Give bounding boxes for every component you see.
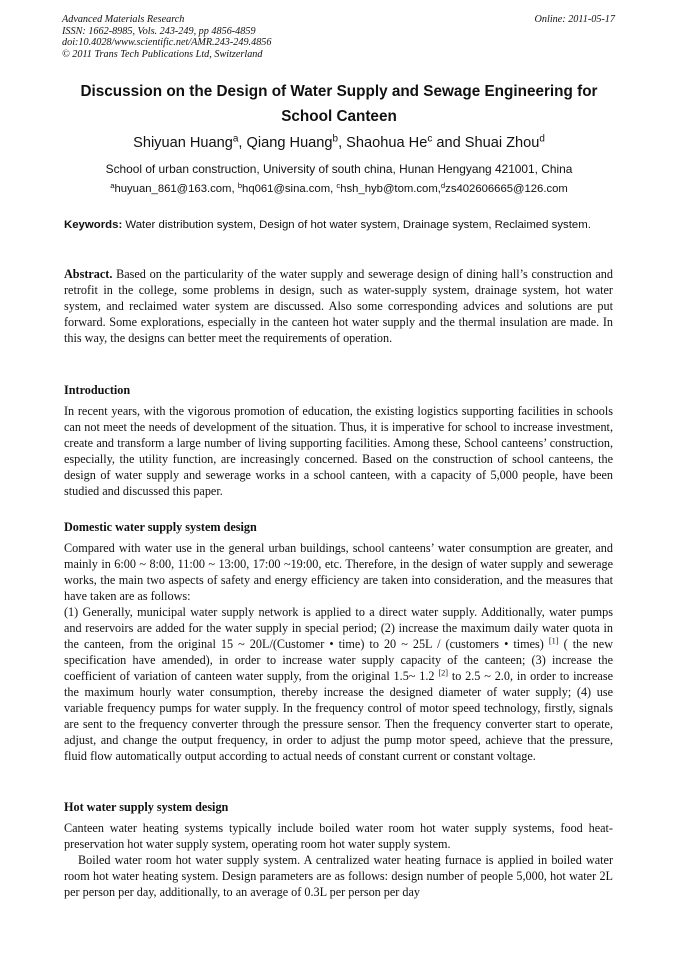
section-heading-hot-water: Hot water supply system design bbox=[64, 800, 229, 814]
affiliation: School of urban construction, University of south china, Hunan Hengyang 421001, China bbox=[105, 162, 573, 176]
keywords-text: Water distribution system, Design of hot water system, Drainage system, Reclaimed system. bbox=[122, 219, 591, 231]
abstract-label: Abstract. bbox=[64, 267, 113, 281]
copyright-line: © 2011 Trans Tech Publications Ltd, Switzerland bbox=[62, 48, 263, 60]
domestic-text: (1) Generally, municipal water supply network is applied to a direct water supply. Additionally, water pumps and reservoirs are added for the water supply in special period; (2) increase the maximum daily water quota in the canteen, from the original 15 ~ 20L/(Customer • time) to 20 ~ 25L / (customers • times) bbox=[64, 605, 613, 651]
introduction-body bbox=[64, 403, 613, 499]
author-superscript: d bbox=[539, 133, 545, 145]
author-name: , Qiang Huang bbox=[238, 135, 333, 151]
author-name: Shiyuan Huang bbox=[133, 135, 233, 151]
hot-water-paragraph-2: Boiled water room hot water supply system. A centralized water heating furnace is applied in boiled water room hot water heating system. Design parameters are as follows: design number of people 5,000, hot water 2L per person per day, additionally, to an average of 0.3L per person per day bbox=[64, 853, 613, 899]
journal-name: Advanced Materials Research bbox=[62, 14, 185, 25]
domestic-text: to 2.5 ~ 2.0, in order to increase the maximum hourly water consumption, thereby increase the designed diameter of water supply; (4) use variable frequency pumps for water supply. In the frequency control of motor speed technology, firstly, signals are sent to the frequency converter through the pressure sensor. Then the frequency converter start to operate, adjust, and change the output frequency, in order to adjust the pump motor speed, achieve that the pressure, fluid flow automatically output according to actual needs of constant current or constant voltage. bbox=[64, 669, 613, 763]
author-superscript: b bbox=[332, 133, 339, 145]
hot-water-paragraph-1: Canteen water heating systems typically include boiled water room hot water supply systems, food heat-preservation hot water supply system, operating room hot water supply system. bbox=[64, 821, 613, 851]
author-name: and Shuai Zhou bbox=[432, 135, 540, 151]
section-heading-domestic: Domestic water supply system design bbox=[64, 520, 257, 534]
title-line-1: Discussion on the Design of Water Supply and Sewage Engineering for bbox=[80, 83, 598, 100]
abstract-text: Based on the particularity of the water supply and sewerage design of dining hall’s construction and retrofit in the college, some problems in design, such as water-supply system, drainage system, hot water system, and reclaimed water system are discussed. Also some corresponding advices and solutions are put forward. Some explorations, especially in the canteen hot water supply and the thermal insulation are made. In this way, the designs can better meet the requirements of operation. bbox=[64, 267, 613, 345]
email-superscript: d bbox=[440, 180, 446, 190]
author-list bbox=[40, 135, 638, 151]
citation-ref: [1] bbox=[548, 636, 559, 646]
author-superscript: a bbox=[232, 133, 239, 145]
domestic-text: ( the new specification have amended), in order to increase water supply capacity of the canteen; (3) increase the coefficient of variation of canteen water supply, from the original 1.5~ 1.2 bbox=[64, 637, 613, 683]
author-superscript: c bbox=[427, 133, 433, 145]
issn-line: ISSN: 1662-8985, Vols. 243-249, pp 4856-4859 bbox=[62, 25, 256, 37]
introduction-paragraph: In recent years, with the vigorous promotion of education, the existing logistics supporting facilities in schools can not meet the needs of development of the situation. Thus, it is imperative for school to increase investment, create and transform a large number of living supporting facilities. Among these, School canteens’ construction, especially, the utility function, are increasingly concerned. Based on the construction of school canteens, the design of water supply and sewerage works in a school canteen, with a capacity of 5,000 people, have been studied and discussed this paper. bbox=[64, 404, 613, 498]
title-line-2: School Canteen bbox=[281, 108, 397, 125]
keywords bbox=[64, 218, 613, 233]
email-list bbox=[40, 180, 638, 195]
hot-water-body bbox=[64, 820, 613, 900]
paper-title bbox=[40, 79, 638, 129]
email-superscript: a bbox=[110, 180, 115, 190]
author-name: , Shaohua He bbox=[338, 135, 428, 151]
abstract bbox=[64, 266, 613, 346]
email-superscript: c bbox=[336, 180, 341, 190]
email-address: huyuan_861@163.com, bbox=[114, 183, 238, 195]
email-address: zs402606665@126.com bbox=[445, 183, 568, 195]
citation-ref: [2] bbox=[438, 668, 448, 678]
journal-header bbox=[62, 14, 615, 60]
domestic-paragraph-2 bbox=[64, 604, 613, 764]
section-heading-introduction: Introduction bbox=[64, 383, 131, 397]
email-superscript: b bbox=[237, 180, 243, 190]
doi-line: doi:10.4028/www.scientific.net/AMR.243-249.4856 bbox=[62, 37, 272, 49]
domestic-paragraph-1: Compared with water use in the general urban buildings, school canteens’ water consumption are greater, and mainly in 6:00 ~ 8:00, 11:00 ~ 13:00, 17:00 ~19:00, etc. Therefore, in the design of water supply and sewerage works, the main two aspects of safety and energy efficiency are taken into consideration, and the measures that have taken are as follows: bbox=[64, 541, 613, 603]
domestic-body bbox=[64, 540, 613, 764]
keywords-label: Keywords: bbox=[64, 219, 123, 231]
email-address: hsh_hyb@tom.com, bbox=[340, 183, 441, 195]
email-address: hq061@sina.com, bbox=[242, 183, 337, 195]
online-date: Online: 2011-05-17 bbox=[534, 14, 615, 25]
